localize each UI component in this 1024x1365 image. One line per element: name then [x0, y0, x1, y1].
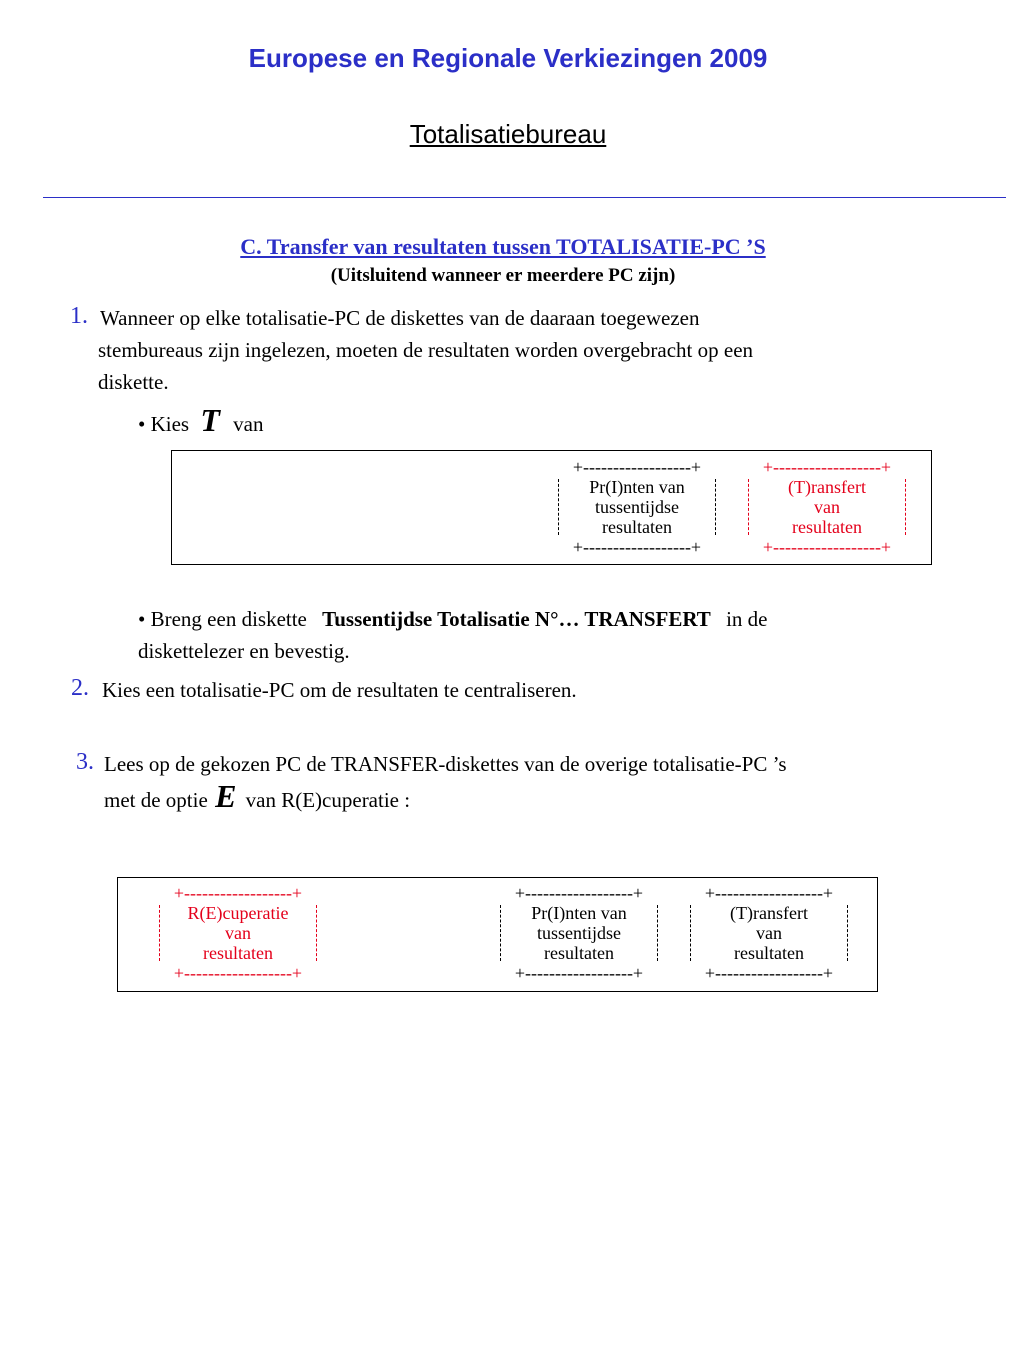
option-bottom-border: +------------------+: [762, 537, 892, 557]
option-bottom-border: +------------------+: [572, 537, 702, 557]
step-1-bullet-insert: [138, 603, 998, 667]
bullet-insert-prefix: • Breng een diskette: [138, 607, 307, 631]
bullet-choose-suffix: van: [233, 412, 264, 436]
menu-box-recuperatie: [117, 877, 878, 992]
step-3-line-2-prefix: met de optie: [104, 788, 208, 812]
step-1-bullet-choose: [138, 404, 263, 440]
step-3-number: 3.: [76, 749, 94, 775]
key-letter-t: T: [200, 402, 220, 438]
option-line: (T)ransfert: [788, 477, 866, 497]
menu-option-transfer[interactable]: [746, 457, 908, 557]
step-2-text: Kies een totalisatie-PC om de resultaten te centraliseren.: [102, 678, 577, 702]
option-line: van: [225, 923, 251, 943]
option-line: resultaten: [734, 943, 804, 963]
header-divider: [43, 197, 1006, 198]
menu-option-print[interactable]: [556, 457, 718, 557]
option-line: R(E)cuperatie: [187, 903, 289, 923]
option-line: van: [756, 923, 782, 943]
page-subtitle: Totalisatiebureau: [409, 119, 607, 149]
option-top-border: +------------------+: [704, 883, 834, 903]
option-line: (T)ransfert: [730, 903, 808, 923]
menu-option-print[interactable]: [498, 883, 660, 983]
section-note: (Uitsluitend wanneer er meerdere PC zijn): [330, 265, 676, 286]
option-top-border: +------------------+: [173, 883, 303, 903]
option-bottom-border: +------------------+: [514, 963, 644, 983]
step-3-text: [104, 748, 1004, 816]
option-top-border: +------------------+: [572, 457, 702, 477]
option-top-border: +------------------+: [514, 883, 644, 903]
step-3-line-2-suffix: van R(E)cuperatie :: [245, 788, 411, 812]
option-label: [688, 903, 850, 963]
option-line: tussentijdse: [537, 923, 621, 943]
section-heading: C. Transfer van resultaten tussen TOTALISATIE-PC ’S: [240, 234, 766, 259]
option-line: resultaten: [544, 943, 614, 963]
option-label: [498, 903, 660, 963]
step-3-line-1: Lees op de gekozen PC de TRANSFER-diskettes van de overige totalisatie-PC ’s: [104, 752, 787, 776]
step-1-text: [100, 302, 1000, 398]
option-line: Pr(I)nten van: [531, 903, 627, 923]
option-line: tussentijdse: [595, 497, 679, 517]
menu-option-recuperatie[interactable]: [157, 883, 319, 983]
option-line: Pr(I)nten van: [589, 477, 685, 497]
bullet-insert-suffix: in de: [726, 607, 768, 631]
option-label: [746, 477, 908, 537]
menu-option-transfer[interactable]: [688, 883, 850, 983]
option-line: resultaten: [602, 517, 672, 537]
option-line: resultaten: [203, 943, 273, 963]
option-line: van: [814, 497, 840, 517]
key-letter-e: E: [215, 778, 237, 814]
step-1-line-3: diskette.: [98, 370, 169, 394]
page-title: Europese en Regionale Verkiezingen 2009: [248, 43, 768, 73]
step-1-number: 1.: [70, 303, 88, 329]
step-2-number: 2.: [71, 675, 89, 701]
option-line: resultaten: [792, 517, 862, 537]
bullet-insert-line-2: diskettelezer en bevestig.: [138, 639, 350, 663]
step-1-line-2: stembureaus zijn ingelezen, moeten de resultaten worden overgebracht op een: [98, 338, 754, 362]
option-bottom-border: +------------------+: [173, 963, 303, 983]
step-1-line-1: Wanneer op elke totalisatie-PC de diskettes van de daaraan toegewezen: [100, 306, 700, 330]
option-label: [157, 903, 319, 963]
option-top-border: +------------------+: [762, 457, 892, 477]
option-bottom-border: +------------------+: [704, 963, 834, 983]
diskette-name: Tussentijdse Totalisatie N°… TRANSFERT: [322, 607, 711, 631]
option-label: [556, 477, 718, 537]
bullet-choose-prefix: • Kies: [138, 412, 190, 436]
menu-box-transfer: [171, 450, 932, 565]
